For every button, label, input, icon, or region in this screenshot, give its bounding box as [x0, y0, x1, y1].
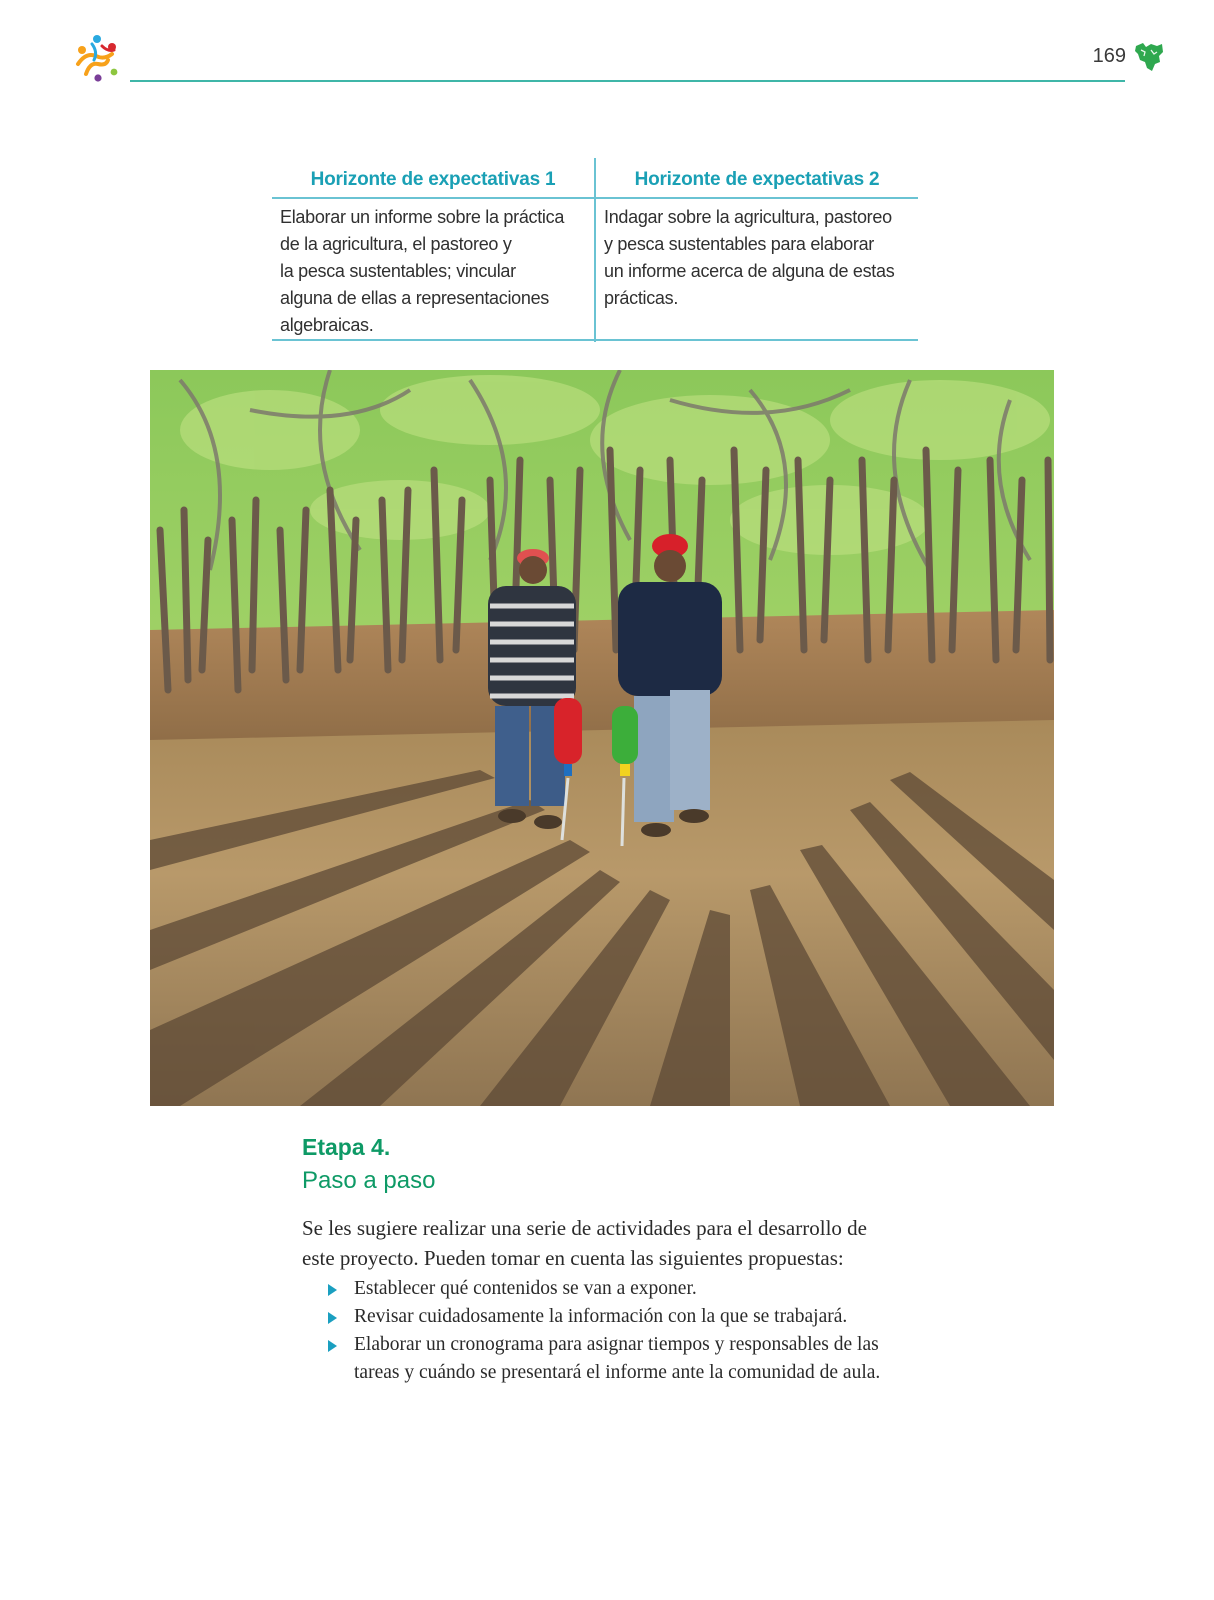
text-line: alguna de ellas a representaciones: [280, 288, 549, 308]
expectations-heading-2: Horizonte de expectativas 2: [634, 169, 880, 190]
text-line: Establecer qué contenidos se van a exponer.: [354, 1278, 697, 1299]
text-line: prácticas.: [604, 288, 679, 308]
expectations-text-2: [596, 204, 912, 312]
list-item: [326, 1275, 946, 1303]
list-item: [326, 1331, 946, 1387]
bullet-arrow-icon: [328, 1340, 337, 1352]
text-line: un informe acerca de alguna de estas: [604, 261, 895, 281]
text-line: algebraicas.: [280, 315, 374, 335]
expectations-column-1: [272, 158, 594, 342]
table-bottom-rule: [272, 339, 918, 341]
text-line: y pesca sustentables para elaborar: [604, 234, 874, 254]
proposals-list: [326, 1275, 946, 1387]
bullet-arrow-icon: [328, 1312, 337, 1324]
expectations-heading-1: Horizonte de expectativas 1: [310, 169, 556, 190]
text-line: Elaborar un cronograma para asignar tiempos y responsables de las: [354, 1334, 879, 1355]
text-line: Elaborar un informe sobre la práctica: [280, 207, 565, 227]
text-line: Indagar sobre la agricultura, pastoreo: [604, 207, 892, 227]
table-header-rule: [272, 197, 918, 199]
text-line: tareas y cuándo se presentará el informe ante la comunidad de aula.: [354, 1362, 881, 1383]
list-item: [326, 1303, 946, 1331]
text-line: este proyecto. Pueden tomar en cuenta las siguientes propuestas:: [302, 1246, 844, 1270]
page-number: 169: [1092, 45, 1126, 67]
expectations-column-2: [596, 158, 918, 342]
header-rule: [130, 80, 1125, 82]
intro-paragraph: [302, 1213, 942, 1273]
text-line: Se les sugiere realizar una serie de actividades para el desarrollo de: [302, 1216, 867, 1240]
stage-subtitle: Paso a paso: [302, 1167, 436, 1194]
green-map-icon: [1133, 40, 1165, 74]
bullet-arrow-icon: [328, 1284, 337, 1296]
text-line: la pesca sustentables; vincular: [280, 261, 516, 281]
expectations-table: [272, 158, 918, 342]
text-line: de la agricultura, el pastoreo y: [280, 234, 512, 254]
expectations-text-1: [272, 204, 588, 339]
stage-title: Etapa 4.: [302, 1134, 391, 1160]
two-farmers-watering-furrows-photo: [150, 370, 1054, 1106]
community-logo-icon: [72, 34, 124, 84]
text-line: Revisar cuidadosamente la información con la que se trabajará.: [354, 1306, 848, 1327]
